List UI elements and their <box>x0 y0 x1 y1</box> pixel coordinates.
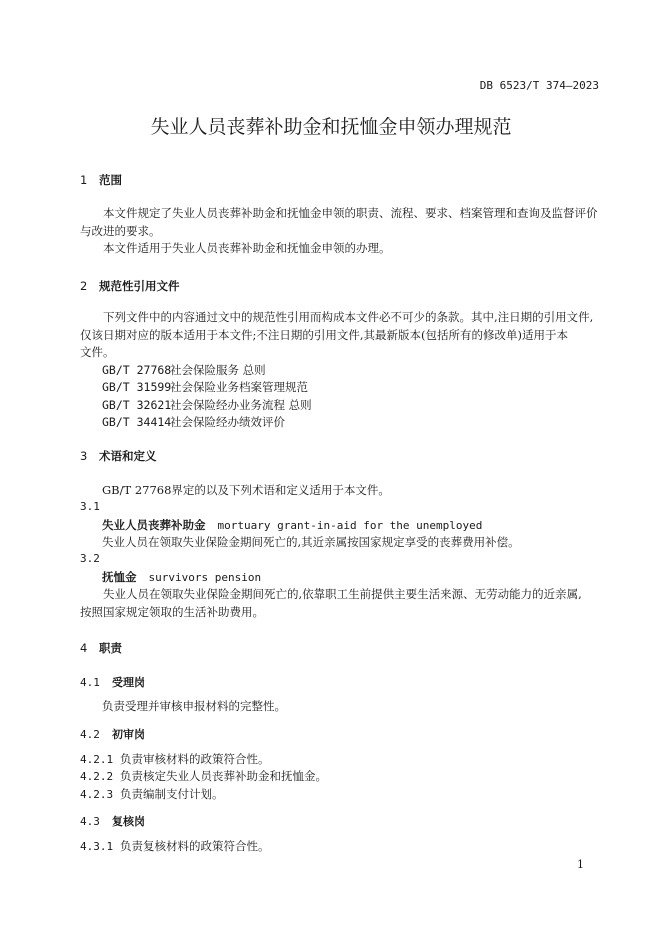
term-chinese: 抚恤金 <box>102 570 137 584</box>
subsection-number: 4.2 <box>80 728 100 741</box>
standard-code: DB 6523/T 374—2023 <box>479 79 599 92</box>
paragraph-line: 失业人员在领取失业保险金期间死亡的,依靠职工生前提供主要生活来源、无劳动能力的近亲属, <box>103 587 582 601</box>
section-number: 3 <box>80 449 88 463</box>
reference-item <box>102 379 308 395</box>
section-title: 范围 <box>99 173 122 187</box>
paragraph-line: 本文件规定了失业人员丧葬补助金和抚恤金申领的职责、流程、要求、档案管理和查询及监督评价 <box>103 206 598 220</box>
page-number: 1 <box>577 858 584 871</box>
references-paragraph <box>80 309 604 362</box>
reference-item <box>102 362 266 378</box>
clause-number: 4.2.2 <box>80 770 114 783</box>
section-number: 1 <box>80 173 88 187</box>
reference-code: GB/T 27768 <box>102 363 172 377</box>
paragraph-line: 与改进的要求。 <box>80 223 161 238</box>
section-number: 4 <box>80 641 88 655</box>
subsection-title: 复核岗 <box>112 815 145 828</box>
reference-title: 社会保险经办绩效评价 <box>170 415 285 429</box>
paragraph-line: 下列文件中的内容通过文中的规范性引用而构成本文件必不可少的条款。其中,注日期的引用文件, <box>103 310 594 324</box>
reference-title: 社会保险经办业务流程 总则 <box>170 398 312 412</box>
section-heading-normative-references <box>80 278 180 294</box>
subsection-heading-initial-review <box>80 726 145 742</box>
clause-item <box>80 768 327 784</box>
subsection-title: 受理岗 <box>112 676 145 689</box>
section-number: 2 <box>80 279 88 293</box>
clause-item <box>80 751 270 767</box>
section-heading-terms <box>80 448 157 464</box>
term-number: 3.1 <box>80 500 100 513</box>
subsection-number: 4.1 <box>80 676 100 689</box>
paragraph-line: 文件。 <box>80 345 115 359</box>
term-chinese: 失业人员丧葬补助金 <box>102 518 206 532</box>
scope-paragraph <box>80 205 604 258</box>
subsection-heading-recheck <box>80 813 145 829</box>
clause-item <box>80 786 224 802</box>
paragraph-line: 仅该日期对应的版本适用于本文件;不注日期的引用文件,其最新版本(包括所有的修改单)适用于本 <box>80 327 568 342</box>
reference-item <box>102 397 312 413</box>
clause-text: 负责编制支付计划。 <box>120 787 224 801</box>
subsection-number: 4.3 <box>80 815 100 828</box>
section-title: 术语和定义 <box>99 449 157 463</box>
term-english: survivors pension <box>148 571 262 584</box>
section-title: 职责 <box>99 641 122 655</box>
clause-text: 负责复核材料的政策符合性。 <box>120 839 270 853</box>
terms-intro: GB/T 27768界定的以及下列术语和定义适用于本文件。 <box>102 483 390 497</box>
term-entry <box>102 569 261 585</box>
clause-text: 负责核定失业人员丧葬补助金和抚恤金。 <box>120 769 327 783</box>
paragraph-line: 本文件适用于失业人员丧葬补助金和抚恤金申领的办理。 <box>103 241 391 255</box>
paragraph-line: 按照国家规定领取的生活补助费用。 <box>80 604 264 619</box>
clause-number: 4.3.1 <box>80 840 114 853</box>
term-entry <box>102 517 482 533</box>
reference-title: 社会保险业务档案管理规范 <box>170 380 308 394</box>
subsection-title: 初审岗 <box>112 728 145 741</box>
term-definition: 失业人员在领取失业保险金期间死亡的,其近亲属按国家规定享受的丧葬费用补偿。 <box>102 535 520 549</box>
clause-number: 4.2.1 <box>80 753 114 766</box>
clause-text: 负责审核材料的政策符合性。 <box>120 752 270 766</box>
term-number: 3.2 <box>80 552 100 565</box>
subsection-text: 负责受理并审核申报材料的完整性。 <box>102 699 286 713</box>
clause-number: 4.2.3 <box>80 788 114 801</box>
term-definition <box>80 586 604 621</box>
section-heading-responsibilities <box>80 640 122 656</box>
section-heading-scope <box>80 172 122 188</box>
reference-code: GB/T 34414 <box>102 415 172 429</box>
subsection-heading-acceptance <box>80 674 145 690</box>
term-english: mortuary grant-in-aid for the unemployed <box>217 519 483 532</box>
clause-item <box>80 838 270 854</box>
reference-item <box>102 414 285 430</box>
document-title: 失业人员丧葬补助金和抚恤金申领办理规范 <box>150 116 512 138</box>
section-title: 规范性引用文件 <box>99 279 180 293</box>
reference-code: GB/T 31599 <box>102 380 172 394</box>
reference-code: GB/T 32621 <box>102 398 172 412</box>
reference-title: 社会保险服务 总则 <box>170 363 266 377</box>
